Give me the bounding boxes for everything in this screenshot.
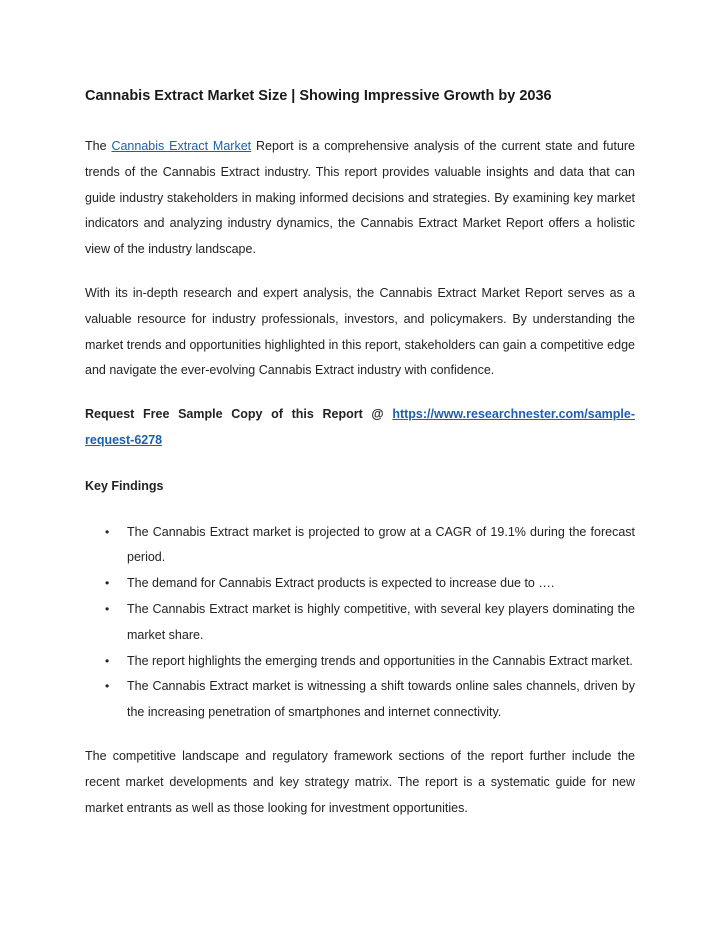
list-item <box>105 597 635 649</box>
finding-text: The Cannabis Extract market is highly competitive, with several key players dominating the market share. <box>127 601 635 642</box>
list-item <box>105 649 635 675</box>
sample-request-label: Request Free Sample Copy of this Report @ <box>85 407 393 422</box>
key-findings-list <box>85 520 635 726</box>
list-item <box>105 571 635 597</box>
key-findings-heading: Key Findings <box>85 478 164 493</box>
bullet-icon: • <box>105 653 110 668</box>
finding-text: The Cannabis Extract market is projected to grow at a CAGR of 19.1% during the forecast period. <box>127 524 635 565</box>
finding-text: The demand for Cannabis Extract products is expected to increase due to …. <box>127 576 555 591</box>
analysis-paragraph: With its in-depth research and expert analysis, the Cannabis Extract Market Report serves as a valuable resource for industry professionals, investors, and policymakers. By understanding the market trends and opportunities highlighted in this report, stakeholders can gain a competitive edge and navigate the ever-evolving Cannabis Extract industry with confidence. <box>85 285 635 378</box>
market-report-link[interactable]: Cannabis Extract Market <box>111 139 252 153</box>
bullet-icon: • <box>105 679 110 694</box>
intro-text-start: The <box>85 139 112 153</box>
list-item <box>105 674 635 726</box>
bullet-icon: • <box>105 601 110 616</box>
sample-request-link[interactable]: https://www.researchnester.com/sample-request-6278 <box>85 407 635 447</box>
sample-request-line <box>85 402 635 454</box>
intro-paragraph <box>85 134 635 263</box>
bullet-icon: • <box>105 524 110 539</box>
closing-paragraph: The competitive landscape and regulatory framework sections of the report further include the recent market developments and key strategy matrix. The report is a systematic guide for new market entrants as well as those looking for investment opportunities. <box>85 748 635 815</box>
intro-text-rest: Report is a comprehensive analysis of the current state and future trends of the Cannabis Extract industry. This report provides valuable insights and data that can guide industry stakeholders in making informed decisions and strategies. By examining key market indicators and analyzing industry dynamics, the Cannabis Extract Market Report offers a holistic view of the industry landscape. <box>85 139 636 257</box>
finding-text: The Cannabis Extract market is witnessing a shift towards online sales channels, driven by the increasing penetration of smartphones and internet connectivity. <box>127 679 635 720</box>
bullet-icon: • <box>105 576 110 591</box>
finding-text: The report highlights the emerging trends and opportunities in the Cannabis Extract market. <box>127 653 633 668</box>
document-title: Cannabis Extract Market Size | Showing Impressive Growth by 2036 <box>85 88 552 104</box>
list-item <box>105 520 635 572</box>
